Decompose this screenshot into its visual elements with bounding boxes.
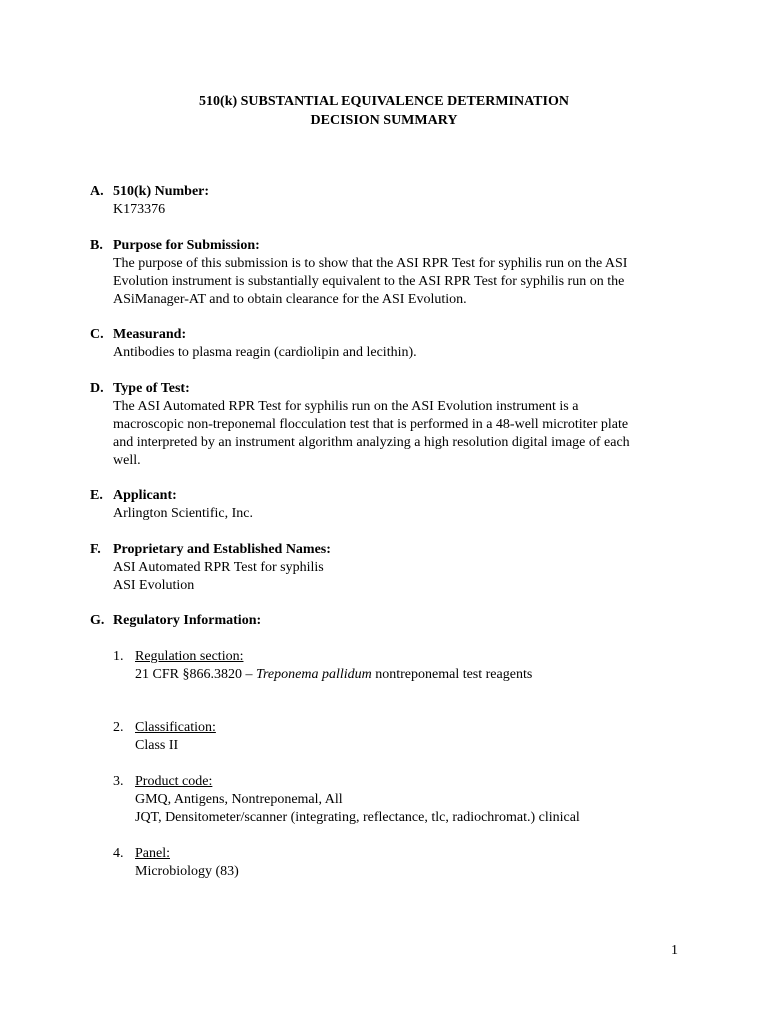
section-text-line: macroscopic non-treponemal flocculation test that is performed in a 48-well microtiter plate: [113, 417, 629, 432]
document-title-line-2: DECISION SUMMARY: [310, 113, 458, 128]
section-heading: 510(k) Number:: [113, 184, 210, 199]
item-number: 3.: [113, 774, 124, 789]
item-label: Panel:: [135, 846, 170, 861]
item-text-line: Class II: [135, 738, 179, 753]
item-label: Classification:: [135, 720, 216, 735]
section-text-line: ASI Automated RPR Test for syphilis: [113, 560, 324, 575]
section-f: [90, 541, 680, 595]
section-text-line: well.: [113, 453, 141, 468]
item-label: Product code:: [135, 774, 213, 789]
regulatory-item-panel: [113, 845, 683, 881]
section-a: [90, 183, 680, 219]
item-label: Regulation section:: [135, 649, 244, 664]
section-text-line: ASiManager-AT and to obtain clearance for the ASI Evolution.: [113, 292, 467, 307]
page-number: 1: [671, 943, 678, 958]
item-number: 2.: [113, 720, 124, 735]
section-text-line: Arlington Scientific, Inc.: [113, 506, 253, 521]
section-letter: F.: [90, 542, 101, 557]
section-e: [90, 487, 680, 523]
section-letter: A.: [90, 184, 104, 199]
item-text-line: JQT, Densitometer/scanner (integrating, reflectance, tlc, radiochromat.) clinical: [135, 810, 580, 825]
section-text-line: Antibodies to plasma reagin (cardiolipin and lecithin).: [113, 345, 417, 360]
item-text-line: [135, 666, 683, 684]
section-b: [90, 237, 680, 309]
section-letter: G.: [90, 613, 105, 628]
regulation-suffix: nontreponemal test reagents: [371, 667, 533, 682]
section-text-line: and interpreted by an instrument algorithm analyzing a high resolution digital image of each: [113, 435, 630, 450]
section-heading: Regulatory Information:: [113, 613, 262, 628]
regulation-organism: Treponema pallidum: [255, 667, 372, 682]
regulatory-item-classification: [113, 719, 683, 755]
section-g: [90, 612, 680, 630]
item-number: 1.: [113, 649, 124, 664]
item-text-line: Microbiology (83): [135, 864, 239, 879]
section-d: [90, 380, 680, 470]
section-letter: C.: [90, 327, 104, 342]
section-text-line: K173376: [113, 202, 166, 217]
regulatory-item-product-code: [113, 773, 683, 827]
section-text-line: ASI Evolution: [113, 578, 195, 593]
item-text-line: GMQ, Antigens, Nontreponemal, All: [135, 792, 343, 807]
section-text-line: The purpose of this submission is to show that the ASI RPR Test for syphilis run on the ASI: [113, 256, 628, 271]
regulatory-item-regulation-section: [113, 648, 683, 684]
section-heading: Measurand:: [113, 327, 187, 342]
section-heading: Type of Test:: [113, 381, 190, 396]
section-heading: Proprietary and Established Names:: [113, 542, 331, 557]
section-text-line: Evolution instrument is substantially equivalent to the ASI RPR Test for syphilis run on the: [113, 274, 625, 289]
section-c: [90, 326, 680, 362]
regulation-prefix: 21 CFR §866.3820 –: [135, 667, 256, 682]
section-letter: E.: [90, 488, 103, 503]
section-heading: Applicant:: [113, 488, 177, 503]
section-letter: B.: [90, 238, 103, 253]
item-number: 4.: [113, 846, 124, 861]
document-title-line-1: 510(k) SUBSTANTIAL EQUIVALENCE DETERMINATION: [199, 94, 569, 109]
section-text-line: The ASI Automated RPR Test for syphilis run on the ASI Evolution instrument is a: [113, 399, 579, 414]
section-heading: Purpose for Submission:: [113, 238, 260, 253]
section-letter: D.: [90, 381, 104, 396]
